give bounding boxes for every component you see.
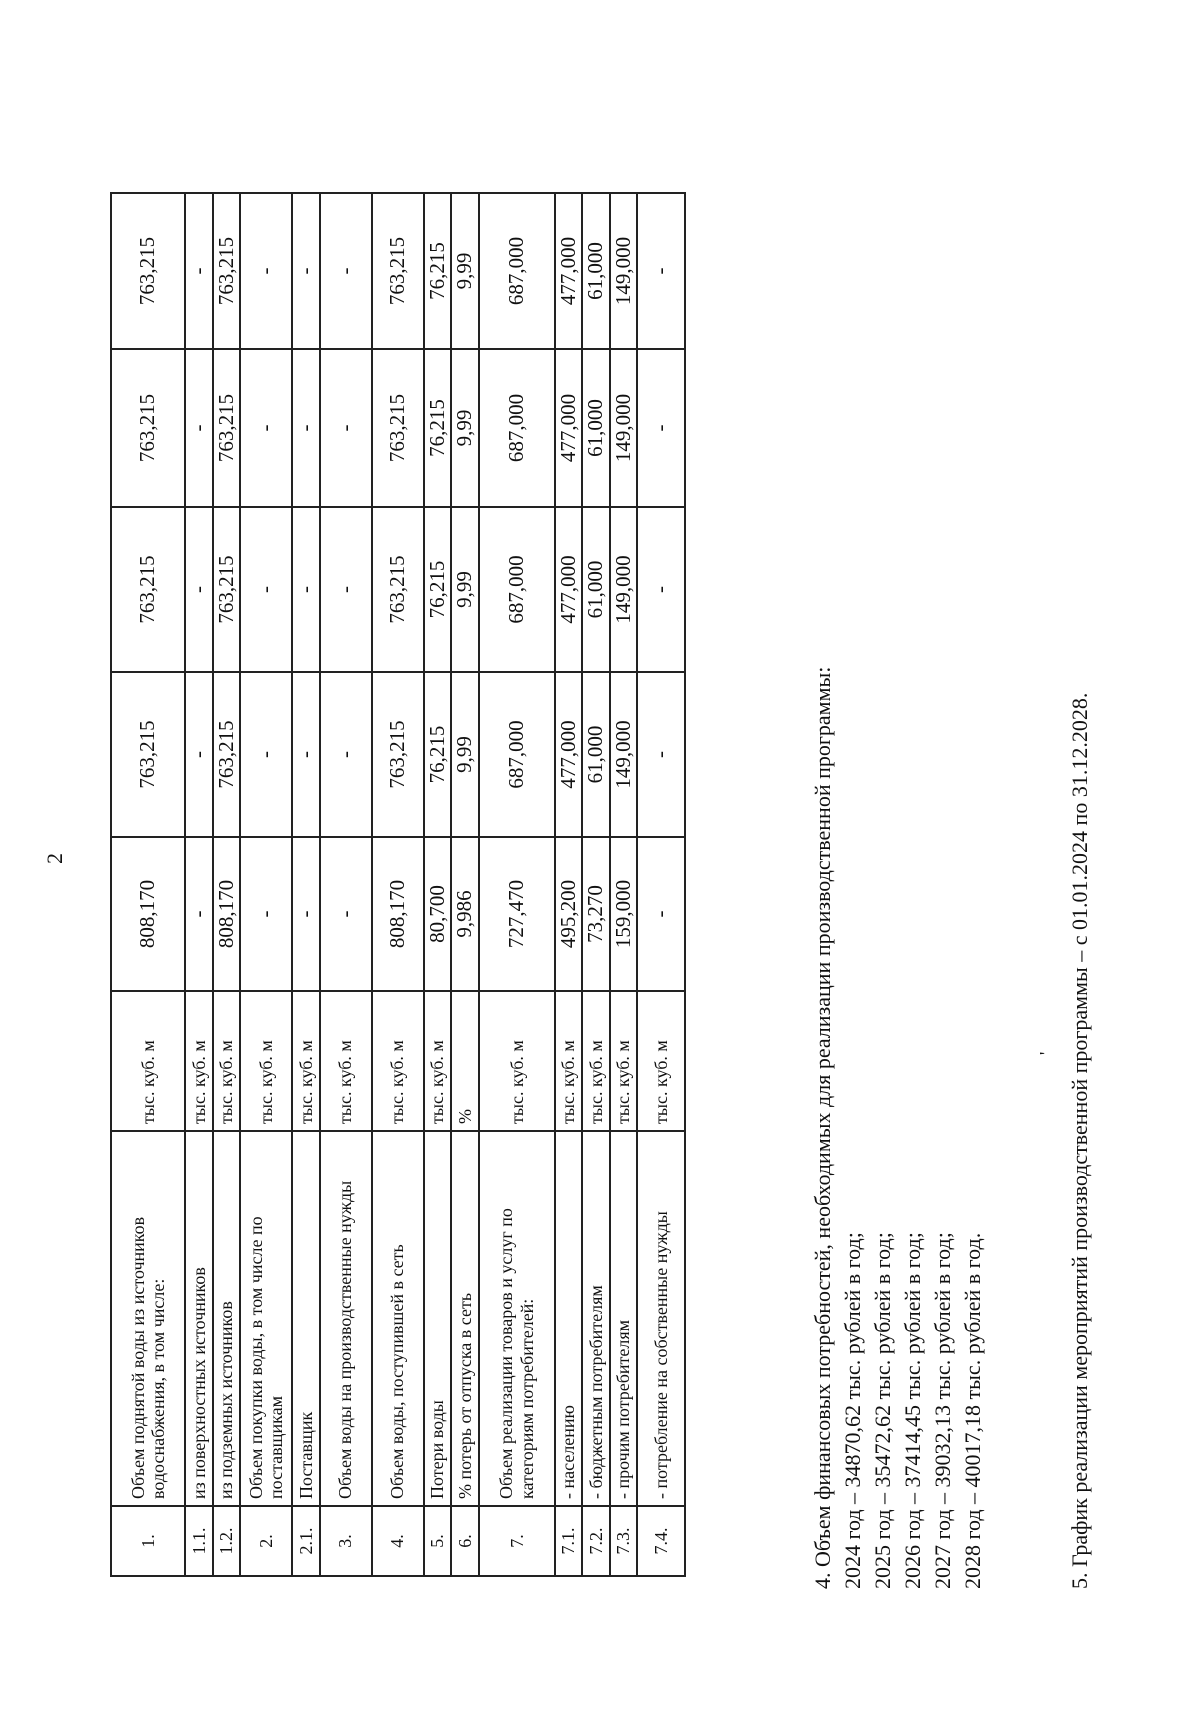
row-value: 76,215 bbox=[424, 193, 452, 349]
row-value: 9,99 bbox=[451, 507, 479, 672]
table-row bbox=[451, 193, 479, 1576]
row-value: - bbox=[240, 837, 292, 991]
row-value: 763,215 bbox=[372, 349, 424, 507]
row-value: 763,215 bbox=[213, 507, 241, 672]
row-number: 1.1. bbox=[185, 1506, 213, 1576]
water-balance-table bbox=[110, 192, 686, 1577]
row-value: - bbox=[185, 193, 213, 349]
row-value: 687,000 bbox=[479, 507, 555, 672]
table-row bbox=[185, 193, 213, 1576]
row-number: 5. bbox=[424, 1506, 452, 1576]
row-value: 477,000 bbox=[555, 507, 583, 672]
row-value: 763,215 bbox=[111, 193, 185, 349]
row-number: 1. bbox=[111, 1506, 185, 1576]
row-name: - потребление на собственные нужды bbox=[637, 1131, 685, 1506]
row-value: - bbox=[320, 193, 372, 349]
row-number: 7.1. bbox=[555, 1506, 583, 1576]
table-row bbox=[292, 193, 320, 1576]
row-value: 495,200 bbox=[555, 837, 583, 991]
row-value: 61,000 bbox=[582, 193, 610, 349]
row-name: Потери воды bbox=[424, 1131, 452, 1506]
row-value: 149,000 bbox=[610, 672, 638, 837]
table-row bbox=[582, 193, 610, 1576]
row-value: - bbox=[292, 193, 320, 349]
row-value: - bbox=[637, 349, 685, 507]
row-number: 7.4. bbox=[637, 1506, 685, 1576]
row-unit: тыс. куб. м bbox=[637, 991, 685, 1131]
row-unit: тыс. куб. м bbox=[582, 991, 610, 1131]
row-value: - bbox=[292, 507, 320, 672]
row-name: из поверхностных источников bbox=[185, 1131, 213, 1506]
row-value: 61,000 bbox=[582, 507, 610, 672]
row-value: 149,000 bbox=[610, 193, 638, 349]
row-name: из подземных источников bbox=[213, 1131, 241, 1506]
row-number: 6. bbox=[451, 1506, 479, 1576]
row-value: 763,215 bbox=[213, 672, 241, 837]
row-value: 76,215 bbox=[424, 507, 452, 672]
row-unit: тыс. куб. м bbox=[555, 991, 583, 1131]
row-value: - bbox=[320, 507, 372, 672]
financial-needs-section bbox=[808, 667, 988, 1589]
row-value: 9,99 bbox=[451, 193, 479, 349]
table-row bbox=[372, 193, 424, 1576]
row-value: 76,215 bbox=[424, 672, 452, 837]
row-unit: % bbox=[451, 991, 479, 1131]
row-value: 687,000 bbox=[479, 672, 555, 837]
row-number: 3. bbox=[320, 1506, 372, 1576]
row-value: - bbox=[240, 507, 292, 672]
row-name: Объем воды, поступившей в сеть bbox=[372, 1131, 424, 1506]
row-unit: тыс. куб. м bbox=[424, 991, 452, 1131]
row-name: Объем поднятой воды из источников водоснабжения, в том числе: bbox=[111, 1131, 185, 1506]
row-value: - bbox=[637, 193, 685, 349]
stray-mark: ' bbox=[1036, 1051, 1056, 1055]
row-value: - bbox=[320, 349, 372, 507]
row-value: 687,000 bbox=[479, 349, 555, 507]
row-value: 80,700 bbox=[424, 837, 452, 991]
row-value: 9,99 bbox=[451, 349, 479, 507]
row-unit: тыс. куб. м bbox=[185, 991, 213, 1131]
row-value: - bbox=[637, 837, 685, 991]
section5-text: 5. График реализации мероприятий производственной программы – с 01.01.2024 по 31.12.2028. bbox=[1067, 692, 1092, 1589]
row-number: 7.2. bbox=[582, 1506, 610, 1576]
row-value: - bbox=[292, 672, 320, 837]
row-value: - bbox=[320, 672, 372, 837]
table-row bbox=[555, 193, 583, 1576]
row-unit: тыс. куб. м bbox=[111, 991, 185, 1131]
row-value: 61,000 bbox=[582, 349, 610, 507]
section4-item-2026: 2026 год – 37414,45 тыс. рублей в год; bbox=[900, 1232, 925, 1589]
row-value: 9,99 bbox=[451, 672, 479, 837]
row-value: - bbox=[637, 672, 685, 837]
row-value: 9,986 bbox=[451, 837, 479, 991]
row-value: 763,215 bbox=[372, 672, 424, 837]
row-value: 73,270 bbox=[582, 837, 610, 991]
row-name: - бюджетным потребителям bbox=[582, 1131, 610, 1506]
row-value: 763,215 bbox=[111, 507, 185, 672]
row-name: Объем воды на производственные нужды bbox=[320, 1131, 372, 1506]
row-value: 76,215 bbox=[424, 349, 452, 507]
row-name: % потерь от отпуска в сеть bbox=[451, 1131, 479, 1506]
row-value: 727,470 bbox=[479, 837, 555, 991]
row-value: - bbox=[292, 837, 320, 991]
row-value: - bbox=[185, 837, 213, 991]
row-unit: тыс. куб. м bbox=[213, 991, 241, 1131]
row-value: - bbox=[185, 507, 213, 672]
row-value: - bbox=[185, 672, 213, 837]
row-value: 763,215 bbox=[213, 349, 241, 507]
table-row bbox=[637, 193, 685, 1576]
table-row bbox=[479, 193, 555, 1576]
page-number: 2 bbox=[42, 853, 67, 864]
table-row bbox=[111, 193, 185, 1576]
row-value: 477,000 bbox=[555, 193, 583, 349]
row-value: 687,000 bbox=[479, 193, 555, 349]
row-value: 763,215 bbox=[372, 193, 424, 349]
row-name: Объем реализации товаров и услуг по категориям потребителей: bbox=[479, 1131, 555, 1506]
row-number: 1.2. bbox=[213, 1506, 241, 1576]
row-value: - bbox=[240, 193, 292, 349]
table-row bbox=[213, 193, 241, 1576]
row-unit: тыс. куб. м bbox=[610, 991, 638, 1131]
row-unit: тыс. куб. м bbox=[320, 991, 372, 1131]
row-unit: тыс. куб. м bbox=[292, 991, 320, 1131]
table-row bbox=[424, 193, 452, 1576]
row-name: - населению bbox=[555, 1131, 583, 1506]
row-name: Объем покупки воды, в том числе по поставщикам bbox=[240, 1131, 292, 1506]
row-value: 763,215 bbox=[213, 193, 241, 349]
row-value: 763,215 bbox=[111, 672, 185, 837]
row-unit: тыс. куб. м bbox=[372, 991, 424, 1131]
row-value: - bbox=[240, 349, 292, 507]
row-number: 2. bbox=[240, 1506, 292, 1576]
table-row bbox=[240, 193, 292, 1576]
row-value: - bbox=[292, 349, 320, 507]
row-value: 808,170 bbox=[111, 837, 185, 991]
row-number: 2.1. bbox=[292, 1506, 320, 1576]
row-name: - прочим потребителям bbox=[610, 1131, 638, 1506]
table-row bbox=[610, 193, 638, 1576]
row-name: Поставщик bbox=[292, 1131, 320, 1506]
row-value: 477,000 bbox=[555, 349, 583, 507]
row-value: 61,000 bbox=[582, 672, 610, 837]
section4-item-2027: 2027 год – 39032,13 тыс. рублей в год; bbox=[930, 1232, 955, 1589]
row-value: 808,170 bbox=[372, 837, 424, 991]
table-row bbox=[320, 193, 372, 1576]
row-value: - bbox=[637, 507, 685, 672]
section4-item-2024: 2024 год – 34870,62 тыс. рублей в год; bbox=[840, 1232, 865, 1589]
row-number: 7. bbox=[479, 1506, 555, 1576]
row-value: 763,215 bbox=[111, 349, 185, 507]
row-value: 159,000 bbox=[610, 837, 638, 991]
row-value: 149,000 bbox=[610, 349, 638, 507]
section4-heading: 4. Объем финансовых потребностей, необходимых для реализации производственной программы: bbox=[810, 666, 835, 1589]
schedule-section bbox=[1065, 693, 1095, 1589]
row-unit: тыс. куб. м bbox=[479, 991, 555, 1131]
row-value: 149,000 bbox=[610, 507, 638, 672]
row-value: - bbox=[185, 349, 213, 507]
row-value: - bbox=[320, 837, 372, 991]
row-value: 808,170 bbox=[213, 837, 241, 991]
row-number: 7.3. bbox=[610, 1506, 638, 1576]
row-value: - bbox=[240, 672, 292, 837]
row-number: 4. bbox=[372, 1506, 424, 1576]
section4-item-2028: 2028 год – 40017,18 тыс. рублей в год. bbox=[960, 1232, 985, 1589]
row-value: 763,215 bbox=[372, 507, 424, 672]
row-value: 477,000 bbox=[555, 672, 583, 837]
section4-item-2025: 2025 год – 35472,62 тыс. рублей в год; bbox=[870, 1232, 895, 1589]
row-unit: тыс. куб. м bbox=[240, 991, 292, 1131]
